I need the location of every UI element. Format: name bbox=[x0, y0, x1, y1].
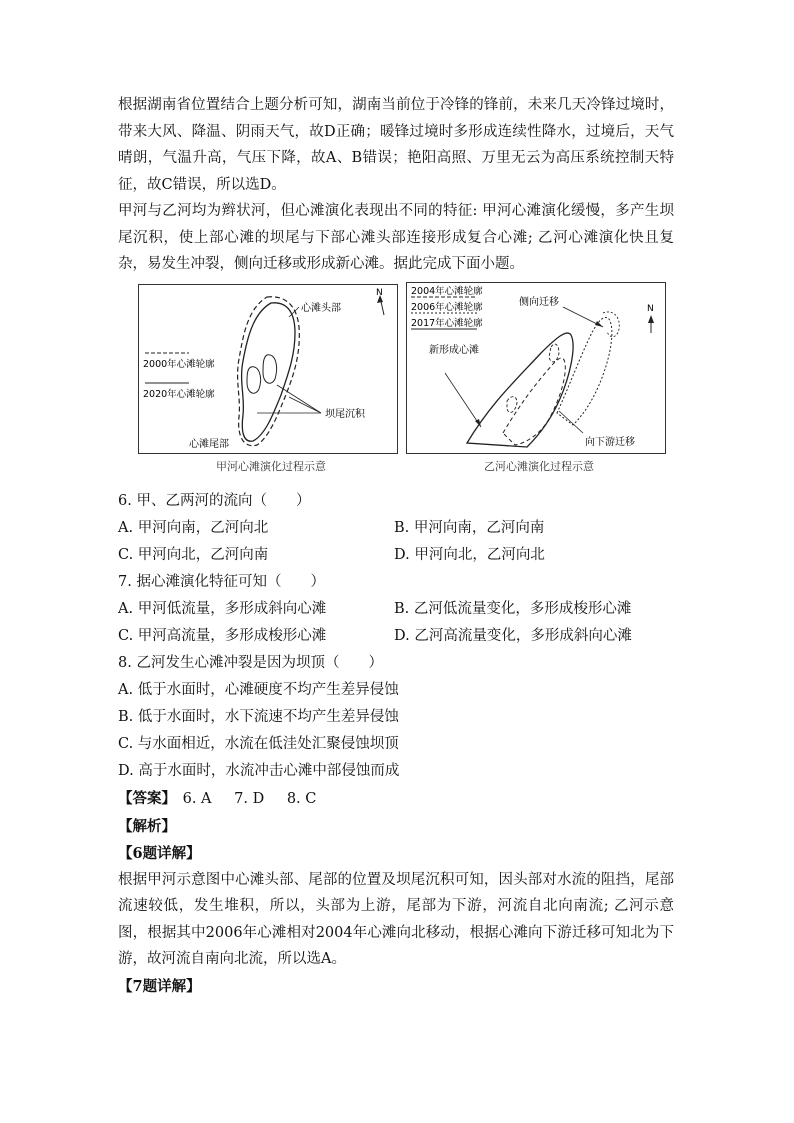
option-6a[interactable]: A. 甲河向南，乙河向北 bbox=[118, 519, 269, 536]
question-8-stem: 8. 乙河发生心滩冲裂是因为坝顶（ ） bbox=[118, 654, 383, 671]
q7-explanation-label: 【7题详解】 bbox=[118, 977, 201, 995]
option-8b[interactable]: B. 低于水面时，水下流速不均产生差异侵蚀 bbox=[118, 708, 399, 725]
q6-explanation-text: 根据甲河示意图中心滩头部、尾部的位置及坝尾沉积可知，因头部对水流的阻挡，尾部流速较低，发生堆积，所以，头部为上游，尾部为下游，河流自北向南流; 乙河示意图，根据其中2006年心滩相对2004年心滩向北移动，根据心滩向下游迁移可知北为下游，故河流自南向北流，所以选A。 bbox=[118, 871, 674, 967]
question-8-options bbox=[118, 677, 674, 785]
figure-a bbox=[138, 284, 398, 454]
option-8a[interactable]: A. 低于水面时，心滩硬度不均产生差异侵蚀 bbox=[118, 681, 399, 698]
answer-label: 【答案】 bbox=[118, 789, 176, 807]
outline-2017 bbox=[467, 333, 573, 447]
q6-explanation-label: 【6题详解】 bbox=[118, 844, 201, 862]
answer-7: 7. D bbox=[234, 790, 265, 807]
intro-paragraph: 根据湖南省位置结合上题分析可知，湖南当前位于冷锋的锋前，未来几天冷锋过境时，带来大风、降温、阴雨天气，故D正确；暖锋过境时多形成连续性降水，过境后，天气晴朗，气温升高，气压下降，故A、B错误；艳阳高照、万里无云为高压系统控制天特征，故C错误，所以选D。 bbox=[118, 97, 674, 193]
option-7a[interactable]: A. 甲河低流量，多形成斜向心滩 bbox=[118, 600, 327, 617]
label-new: 新形成心滩 bbox=[429, 344, 479, 356]
outline-2020 bbox=[242, 302, 295, 440]
label-tail: 心滩尾部 bbox=[189, 438, 229, 450]
deposit-blob-2 bbox=[263, 354, 277, 382]
outline-2004 bbox=[503, 357, 565, 444]
legend-2000: 2000年心滩轮廓 bbox=[143, 358, 215, 370]
label-deposit: 坝尾沉积 bbox=[325, 408, 365, 420]
question-7-options bbox=[118, 596, 674, 650]
figure-b-map bbox=[407, 283, 665, 453]
caption-b: 乙河心滩演化过程示意 bbox=[484, 459, 594, 473]
label-down: 向下游迁移 bbox=[585, 436, 635, 448]
analysis-label: 【解析】 bbox=[118, 817, 176, 835]
answer-line bbox=[118, 785, 674, 813]
figures-row bbox=[118, 284, 674, 484]
answer-8: 8. C bbox=[286, 790, 317, 807]
legend-2006: 2006年心滩轮廓 bbox=[411, 301, 483, 313]
figure-a-map bbox=[139, 285, 397, 453]
option-6b[interactable]: B. 甲河向南，乙河向南 bbox=[394, 519, 545, 536]
label-head: 心滩头部 bbox=[301, 302, 341, 314]
option-7d[interactable]: D. 乙河高流量变化，多形成斜向心滩 bbox=[394, 627, 632, 644]
figure-b bbox=[406, 282, 666, 454]
question-6-options bbox=[118, 515, 674, 569]
option-7c[interactable]: C. 甲河高流量，多形成梭形心滩 bbox=[118, 627, 327, 644]
option-8d[interactable]: D. 高于水面时，水流冲击心滩中部侵蚀而成 bbox=[118, 762, 400, 779]
legend-2017: 2017年心滩轮廓 bbox=[411, 317, 483, 329]
label-lateral: 侧向迁移 bbox=[519, 296, 559, 308]
deposit-blob-1 bbox=[247, 366, 261, 392]
document-page bbox=[118, 92, 674, 1000]
legend-2020: 2020年心滩轮廓 bbox=[143, 388, 215, 400]
option-8c[interactable]: C. 与水面相近，水流在低洼处汇聚侵蚀坝顶 bbox=[118, 735, 399, 752]
north-b: N bbox=[647, 303, 654, 314]
question-7-stem: 7. 据心滩演化特征可知（ ） bbox=[118, 573, 325, 590]
option-7b[interactable]: B. 乙河低流量变化，多形成梭形心滩 bbox=[394, 600, 632, 617]
legend-2004: 2004年心滩轮廓 bbox=[411, 285, 483, 297]
option-6c[interactable]: C. 甲河向北，乙河向南 bbox=[118, 546, 269, 563]
option-6d[interactable]: D. 甲河向北，乙河向北 bbox=[394, 546, 545, 563]
answer-6: 6. A bbox=[182, 790, 212, 807]
caption-a: 甲河心滩演化过程示意 bbox=[216, 459, 326, 473]
question-6-stem: 6. 甲、乙两河的流向（ ） bbox=[118, 492, 311, 509]
north-a: N bbox=[376, 287, 383, 298]
material-paragraph: 甲河与乙河均为辫状河，但心滩演化表现出不同的特征: 甲河心滩演化缓慢，多产生坝尾沉积，使上部心滩的坝尾与下部心滩头部连接形成复合心滩; 乙河心滩演化快且复杂，易发生冲裂，侧向迁移或形成新心滩。据此完成下面小题。 bbox=[118, 203, 674, 272]
